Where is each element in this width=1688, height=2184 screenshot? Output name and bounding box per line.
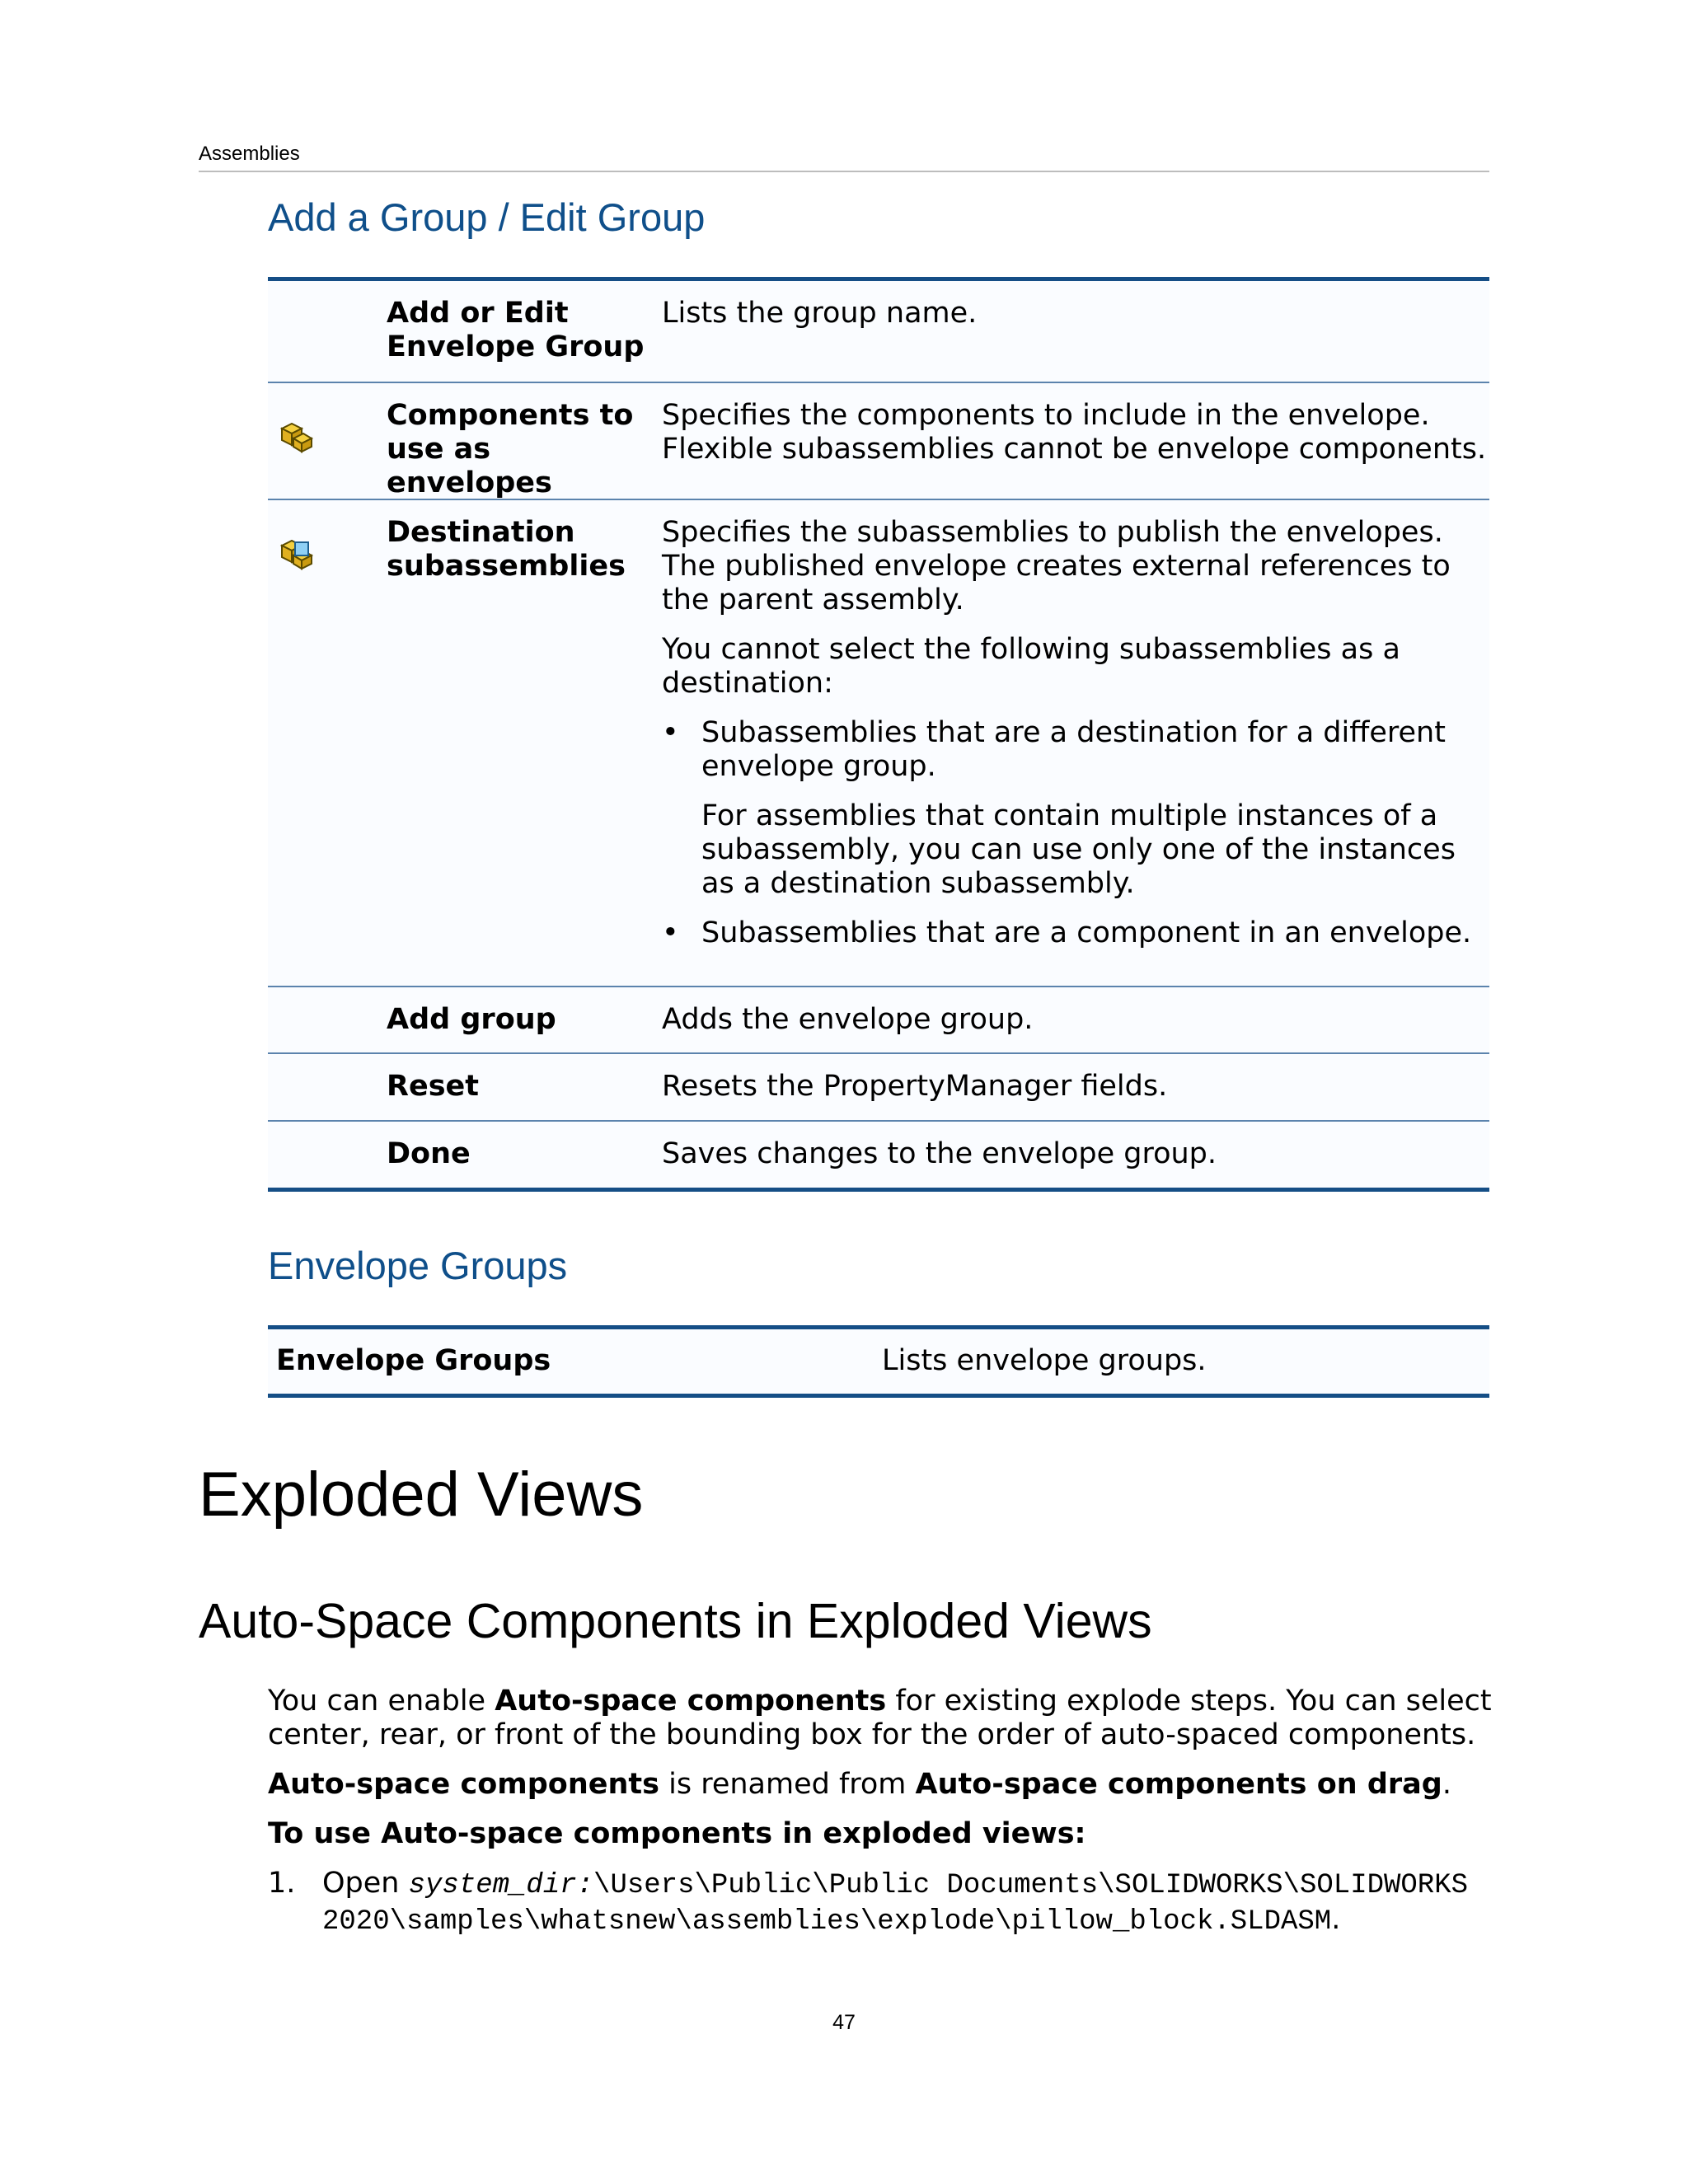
row-description: Saves changes to the envelope group. [662,1137,1217,1170]
envelope-groups-heading: Envelope Groups [268,1244,568,1287]
list-item [662,916,1489,950]
file-path: \Users\Public\Public Documents\SOLIDWORKS\SOLIDWORKS [593,1870,1469,1901]
bullet-glyph: • [662,916,679,949]
procedure-step [268,1867,1496,1939]
table-row [268,987,1489,1054]
row-description: Resets the PropertyManager fields. [662,1070,1168,1103]
envelope-groups-table [268,1325,1489,1398]
row-description [662,516,1489,986]
components-cube-icon [279,419,315,455]
table-row [268,281,1489,383]
add-group-heading: Add a Group / Edit Group [268,195,706,239]
table-row [268,1122,1489,1188]
step-text: Open system_dir:\Users\Public\Public Documents\SOLIDWORKS\SOLIDWORKS 2020\samples\whatsnew\assemblies\explode\pillow_block.SLDASM. [322,1867,1469,1938]
row-description: Adds the envelope group. [662,1003,1034,1036]
row-label: Components to use as envelopes [387,399,634,499]
section-title: Auto-Space Components in Exploded Views [199,1594,1152,1648]
destination-desc-para: You cannot select the following subassemblies as a destination: [662,633,1400,700]
row-description: Lists the group name. [662,297,978,330]
table-row [268,1054,1489,1122]
bullet-text: Subassemblies that are a component in an envelope. [701,916,1472,949]
running-header: Assemblies [199,143,300,165]
row-label: Destination subassemblies [387,516,626,583]
row-label: Add group [387,1003,556,1036]
subassembly-cube-icon [279,536,315,572]
step-number: 1. [268,1867,296,1900]
bullet-note: For assemblies that contain multiple instances of a subassembly, you can use only one of the instances as a destination subassembly. [701,799,1456,900]
table-row [268,383,1489,500]
bullet-glyph: • [662,716,679,749]
add-group-table [268,277,1489,1192]
row-label: Add or Edit Envelope Group [387,297,645,363]
intro-paragraph: You can enable Auto-space components for existing explode steps. You can select center, rear, or front of the bounding box for the order of auto-spaced components. [268,1685,1492,1751]
file-path: 2020\samples\whatsnew\assemblies\explode\pillow_block.SLDASM [322,1906,1332,1938]
row-label: Envelope Groups [276,1344,551,1377]
header-rule [199,171,1489,172]
list-item [662,716,1489,901]
procedure-title: To use Auto-space components in exploded views: [268,1817,1086,1850]
bullet-text: Subassemblies that are a destination for a different envelope group. [701,716,1446,783]
row-label: Done [387,1137,471,1170]
destination-desc-para: Specifies the subassemblies to publish the envelopes. The published envelope creates external references to the parent assembly. [662,516,1451,616]
table-row [268,500,1489,987]
page-number: 47 [832,2011,856,2034]
path-variable: system_dir: [408,1870,594,1901]
row-description: Specifies the components to include in the envelope. Flexible subassemblies cannot be envelope components. [662,399,1487,466]
rename-paragraph: Auto-space components is renamed from Auto-space components on drag. [268,1768,1451,1801]
row-label: Reset [387,1070,479,1103]
table-row [268,1329,1489,1394]
row-description: Lists envelope groups. [882,1344,1207,1377]
page-title: Exploded Views [199,1460,644,1530]
